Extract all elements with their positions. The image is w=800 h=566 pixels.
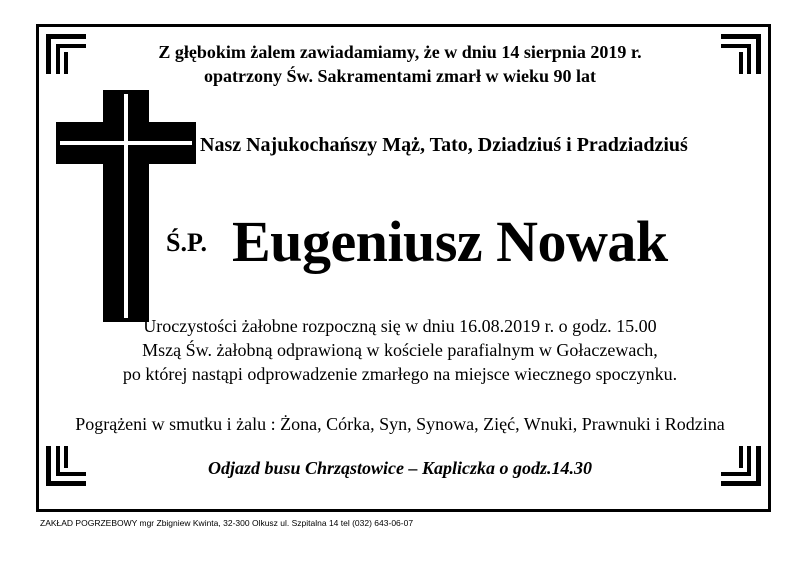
details-line-1: Uroczystości żałobne rozpoczną się w dniu 16.08.2019 r. o godz. 15.00 [143,316,657,336]
bus-line: Odjazd busu Chrząstowice – Kapliczka o godz.14.30 [207,458,593,478]
deceased-name: Eugeniusz Nowak [232,209,668,274]
details-line-3: po której nastąpi odprowadzenie zmarłego na miejsce wiecznego spoczynku. [122,364,678,384]
details-line-2: Mszą Św. żałobną odprawioną w kościele parafialnym w Gołaczewach, [142,340,658,360]
funeral-home-footer: ZAKŁAD POGRZEBOWY mgr Zbigniew Kwinta, 32-300 Olkusz ul. Szpitalna 14 tel (032) 643-06-07 [40,518,414,528]
relation-line: Nasz Najukochańszy Mąż, Tato, Dziadziuś i Pradziadziuś [200,134,688,156]
family-line: Pogrążeni w smutku i żalu : Żona, Córka, Syn, Synowa, Zięć, Wnuki, Prawnuki i Rodzina [75,414,725,434]
name-prefix: Ś.P. [166,228,207,257]
intro-line-1: Z głębokim żalem zawiadamiamy, że w dniu 14 sierpnia 2019 r. [158,42,642,62]
intro-line-2: opatrzony Św. Sakramentami zmarł w wieku 90 lat [204,66,596,86]
latin-cross-icon [56,90,196,327]
